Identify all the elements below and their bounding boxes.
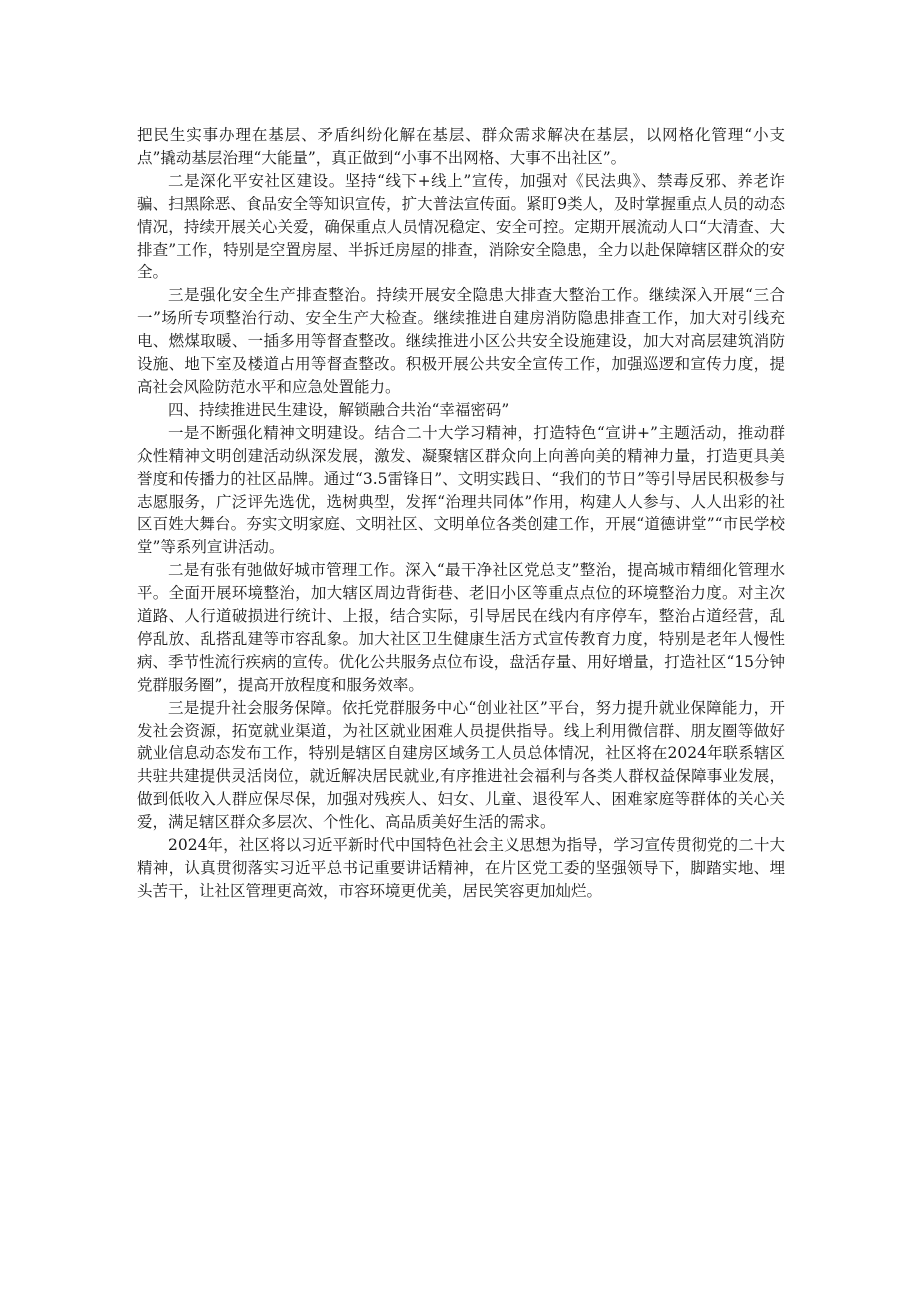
paragraph-spiritual-civilization: 一是不断强化精神文明建设。结合二十大学习精神，打造特色“宣讲+”主题活动，推动群众性精神文明创建活动纵深发展，激发、凝聚辖区群众向上向善向美的精神力量，打造更具美誉度和传播力的社区品牌。通过“3.5雷锋日”、文明实践日、“我们的节日”等引导居民积极参与志愿服务，广泛评先选优，选树典型，发挥“治理共同体”作用，构建人人参与、人人出彩的社区百姓大舞台。夯实文明家庭、文明社区、文明单位各类创建工作，开展“道德讲堂”“市民学校堂”等系列宣讲活动。 bbox=[137, 423, 785, 557]
document-body bbox=[137, 124, 785, 903]
paragraph-social-services: 三是提升社会服务保障。依托党群服务中心“创业社区”平台，努力提升就业保障能力，开发社会资源，拓宽就业渠道，为社区就业困难人员提供指导。线上利用微信群、朋友圈等做好就业信息动态发布工作，特别是辖区自建房区域务工人员总体情况，社区将在2024年联系辖区共驻共建提供灵活岗位，就近解决居民就业,有序推进社会福利与各类人群权益保障事业发展，做到低收入人群应保尽保，加强对残疾人、妇女、儿童、退役军人、困难家庭等群体的关心关爱，满足辖区群众多层次、个性化、高品质美好生活的需求。 bbox=[137, 698, 785, 832]
section-heading-four: 四、持续推进民生建设，解锁融合共治“幸福密码” bbox=[168, 400, 510, 419]
paragraph-safe-community: 二是深化平安社区建设。坚持“线下+线上”宣传，加强对《民法典》、禁毒反邪、养老诈骗、扫黑除恶、食品安全等知识宣传，扩大普法宣传面。紧盯9类人，及时掌握重点人员的动态情况，持续开展关心关爱，确保重点人员情况稳定、安全可控。定期开展流动人口“大清查、大排查”工作，特别是空置房屋、半拆迁房屋的排查，消除安全隐患，全力以赴保障辖区群众的安全。 bbox=[137, 171, 785, 282]
paragraph-intro-continued: 把民生实事办理在基层、矛盾纠纷化解在基层、群众需求解决在基层，以网格化管理“小支点”撬动基层治理“大能量”，真正做到“小事不出网格、大事不出社区”。 bbox=[137, 126, 785, 167]
paragraph-conclusion: 2024年，社区将以习近平新时代中国特色社会主义思想为指导，学习宣传贯彻党的二十大精神，认真贯彻落实习近平总书记重要讲话精神，在片区党工委的坚强领导下，脚踏实地、埋头苦干，让社区管理更高效，市容环境更优美，居民笑容更加灿烂。 bbox=[137, 836, 785, 900]
paragraph-safety-production: 三是强化安全生产排查整治。持续开展安全隐患大排查大整治工作。继续深入开展“三合一”场所专项整治行动、安全生产大检查。继续推进自建房消防隐患排查工作，加大对引线充电、燃煤取暖、一插多用等督查整改。继续推进小区公共安全设施建设，加大对高层建筑消防设施、地下室及楼道占用等督查整改。积极开展公共安全宣传工作，加强巡逻和宣传力度，提高社会风险防范水平和应急处置能力。 bbox=[137, 286, 785, 396]
paragraph-city-management: 二是有张有弛做好城市管理工作。深入“最干净社区党总支”整治，提高城市精细化管理水平。全面开展环境整治，加大辖区周边背街巷、老旧小区等重点点位的环境整治力度。对主次道路、人行道破损进行统计、上报，结合实际，引导居民在线内有序停车，整治占道经营，乱停乱放、乱搭乱建等市容乱象。加大社区卫生健康生活方式宣传教育力度，特别是老年人慢性病、季节性流行疾病的宣传。优化公共服务点位布设，盘活存量、用好增量，打造社区“15分钟党群服务圈”，提高开放程度和服务效率。 bbox=[137, 561, 785, 694]
